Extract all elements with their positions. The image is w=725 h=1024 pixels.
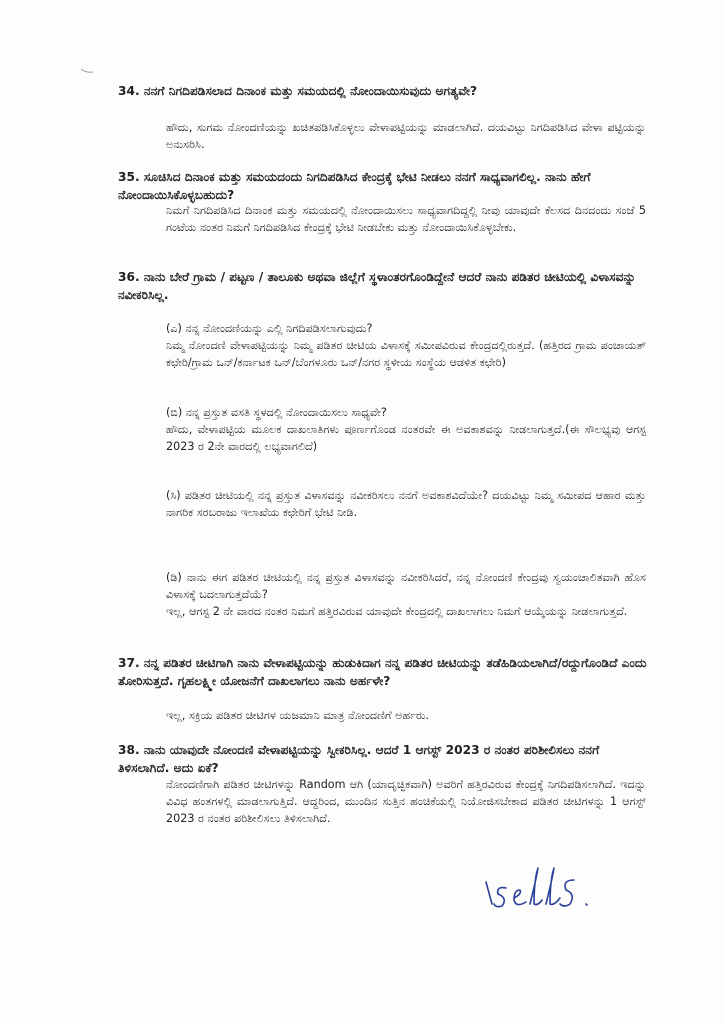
faq-36b-question: (ಬಿ) ನನ್ನ ಪ್ರಸ್ತುತ ವಸತಿ ಸ್ಥಳದಲ್ಲಿ ನೋಂದಾಯಿಸಲು ಸಾಧ್ಯವೇ? (166, 406, 387, 419)
faq-35-question: 35. ಸೂಚಿಸಿದ ದಿನಾಂಕ ಮತ್ತು ಸಮಯದಂದು ನಿಗದಿಪಡಿಸಿದ ಕೇಂದ್ರಕ್ಕೆ ಭೇಟಿ ನೀಡಲು ನನಗೆ ಸಾಧ್ಯವಾಗಲಿಲ್ಲ. ನಾನು ಹೇಗೆ ನೋಂದಾಯಿಸಿಕೊಳ್ಳಬಹುದು? (118, 170, 591, 202)
faq-38-question: 38. ನಾನು ಯಾವುದೇ ನೋಂದಣಿ ವೇಳಾಪಟ್ಟಿಯನ್ನು ಸ್ವೀಕರಿಸಿಲ್ಲ. ಆದರೆ 1 ಆಗಸ್ಟ್ 2023 ರ ನಂತರ ಪರಿಶೀಲಿಸಲು ನನಗೆ ತಿಳಿಸಲಾಗಿದೆ. ಅದು ಏಕೆ? (118, 743, 600, 775)
faq-36-question: 36. ನಾನು ಬೇರೆ ಗ್ರಾಮ / ಪಟ್ಟಣ / ತಾಲೂಕು ಅಥವಾ ಜಿಲ್ಲೆಗೆ ಸ್ಥಳಾಂತರಗೊಂಡಿದ್ದೇನೆ ಆದರೆ ನಾನು ಪಡಿತರ ಚೀಟಿಯಲ್ಲಿ ವಿಳಾಸವನ್ನು ನವೀಕರಿಸಿಲ್ಲ. (118, 270, 636, 302)
faq-36d-question: (ಡಿ) ನಾನು ಈಗ ಪಡಿತರ ಚೀಟಿಯಲ್ಲಿ ನನ್ನ ಪ್ರಸ್ತುತ ವಿಳಾಸವನ್ನು ನವೀಕರಿಸಿದರೆ, ನನ್ನ ನೋಂದಣಿ ಕೇಂದ್ರವು ಸ್ವಯಂಚಾಲಿತವಾಗಿ ಹೊಸ ವಿಳಾಸಕ್ಕೆ ಬದಲಾಗುತ್ತದೆಯೆ? (166, 571, 646, 601)
faq-35-answer: ನಿಮಗೆ ನಿಗದಿಪಡಿಸಿದ ದಿನಾಂಕ ಮತ್ತು ಸಮಯದಲ್ಲಿ ನೋಂದಾಯಿಸಲು ಸಾಧ್ಯವಾಗದಿದ್ದಲ್ಲಿ ನೀವು ಯಾವುದೇ ಕೆಲಸದ ದಿನದಂದು ಸಂಜೆ 5 ಗಂಟೆಯ ನಂತರ ನಿಮಗೆ ನಿಗದಿಪಡಿಸಿದ ಕೇಂದ್ರಕ್ಕೆ ಭೇಟಿ ನೀಡಬೇಕು ಮತ್ತು ನೋಂದಾಯಿಸಿಕೊಳ್ಳಬೇಕು. (166, 204, 646, 234)
faq-34-question: 34. ನನಗೆ ನಿಗದಿಪಡಿಸಲಾದ ದಿನಾಂಕ ಮತ್ತು ಸಮಯದಲ್ಲಿ ನೋಂದಾಯಿಸುವುದು ಅಗತ್ಯವೇ? (118, 84, 478, 98)
faq-38-answer: ನೋಂದಣಿಗಾಗಿ ಪಡಿತರ ಚೀಟಿಗಳನ್ನು Random ಆಗಿ (ಯಾದೃಚ್ಛಿಕವಾಗಿ) ಅವರಿಗೆ ಹತ್ತಿರವಿರುವ ಕೇಂದ್ರಕ್ಕೆ ನಿಗದಿಪಡಿಸಲಾಗಿದೆ. ಇದನ್ನು ವಿವಿಧ ಹಂತಗಳಲ್ಲಿ ಮಾಡಲಾಗುತ್ತಿದೆ. ಆದ್ದರಿಂದ, ಮುಂದಿನ ಸುತ್ತಿನ ಹಂಚಿಕೆಯಲ್ಲಿ ನಿಯೋಜಿಸಬೇಕಾದ ಪಡಿತರ ಚೀಟಿಗಳನ್ನು 1 ಆಗಸ್ಟ್ 2023 ರ ನಂತರ ಪರಿಶೀಲಿಸಲು ತಿಳಿಸಲಾಗಿದೆ. (166, 778, 646, 825)
scan-mark (80, 68, 94, 74)
faq-36a-question: (ಎ) ನನ್ನ ನೋಂದಣಿಯನ್ನು ಎಲ್ಲಿ ನಿಗದಿಪಡಿಸಲಾಗುವುದು? (166, 322, 373, 335)
faq-34-answer: ಹೌದು, ಸುಗಮ ನೋಂದಣಿಯನ್ನು ಖಚಿತಪಡಿಸಿಕೊಳ್ಳಲು ವೇಳಾಪಟ್ಟಿಯನ್ನು ಮಾಡಲಾಗಿದೆ. ದಯವಿಟ್ಟು ನಿಗದಿಪಡಿಸಿದ ವೇಳಾ ಪಟ್ಟಿಯನ್ನು ಅನುಸರಿಸಿ. (166, 121, 646, 151)
faq-36a-answer: ನಿಮ್ಮ ನೋಂದಣಿ ವೇಳಾಪಟ್ಟಿಯನ್ನು ನಿಮ್ಮ ಪಡಿತರ ಚೀಟಿಯ ವಿಳಾಸಕ್ಕೆ ಸಮೀಪವಿರುವ ಕೇಂದ್ರದಲ್ಲಿರುತ್ತದೆ. (ಹತ್ತಿರದ ಗ್ರಾಮ ಪಂಚಾಯತ್ ಕಛೇರಿ/ಗ್ರಾಮ ಒನ್/ಕರ್ನಾಟಕ ಒನ್/ಬೆಂಗಳೂರು ಒನ್/ನಗರ ಸ್ಥಳೀಯ ಸಂಸ್ಥೆಯ ಆಡಳಿತ ಕಛೇರಿ) (166, 339, 646, 369)
faq-36c-question: (ಸಿ) ಪಡಿತರ ಚೀಟಿಯಲ್ಲಿ ನನ್ನ ಪ್ರಸ್ತುತ ವಿಳಾಸವನ್ನು ನವೀಕರಿಸಲು ನನಗೆ ಅವಕಾಶವಿದೆಯೇ? ದಯವಿಟ್ಟು ನಿಮ್ಮ ಸಮೀಪದ ಆಹಾರ ಮತ್ತು ನಾಗರಿಕ ಸರಬರಾಜು ಇಲಾಖೆಯ ಕಛೇರಿಗೆ ಭೇಟಿ ನೀಡಿ. (166, 489, 646, 519)
faq-37-answer: ಇಲ್ಲ, ಸಕ್ರಿಯ ಪಡಿತರ ಚೀಟಿಗಳ ಯಜಮಾನಿ ಮಾತ್ರ ನೋಂದಣಿಗೆ ಅರ್ಹರು. (166, 709, 430, 722)
faq-36b-answer: ಹೌದು, ವೇಳಾಪಟ್ಟಿಯ ಮೂಲಕ ದಾಖಲಾತಿಗಳು ಪೂರ್ಣಗೊಂಡ ನಂತರವೇ ಈ ಅವಕಾಶವನ್ನು ನೀಡಲಾಗುತ್ತದೆ.(ಈ ಸೌಲಭ್ಯವು ಆಗಸ್ಟ 2023 ರ 2ನೇ ವಾರದಲ್ಲಿ ಲಭ್ಯವಾಗಲಿದೆ) (166, 423, 646, 453)
faq-36d-answer: ಇಲ್ಲ, ಆಗಸ್ಟ 2 ನೇ ವಾರದ ನಂತರ ನಿಮಗೆ ಹತ್ತಿರವಿರುವ ಯಾವುದೇ ಕೇಂದ್ರದಲ್ಲಿ ದಾಖಲಾಗಲು ನಿಮಗೆ ಆಯ್ಕೆಯನ್ನು ನೀಡಲಾಗುತ್ತದೆ. (166, 605, 628, 618)
faq-37-question: 37. ನನ್ನ ಪಡಿತರ ಚೀಟಿಗಾಗಿ ನಾನು ವೇಳಾಪಟ್ಟಿಯನ್ನು ಹುಡುಕಿದಾಗ ನನ್ನ ಪಡಿತರ ಚೀಟಿಯನ್ನು ತಡೆಹಿಡಿಯಲಾಗಿದೆ/ರದ್ದುಗೊಂಡಿದೆ ಎಂದು ತೋರಿಸುತ್ತದೆ. ಗೃಹಲಕ್ಷ್ಮೀ ಯೋಜನೆಗೆ ದಾಖಲಾಗಲು ನಾನು ಅರ್ಹಳೇ? (118, 656, 647, 688)
handwritten-signature (478, 860, 628, 920)
